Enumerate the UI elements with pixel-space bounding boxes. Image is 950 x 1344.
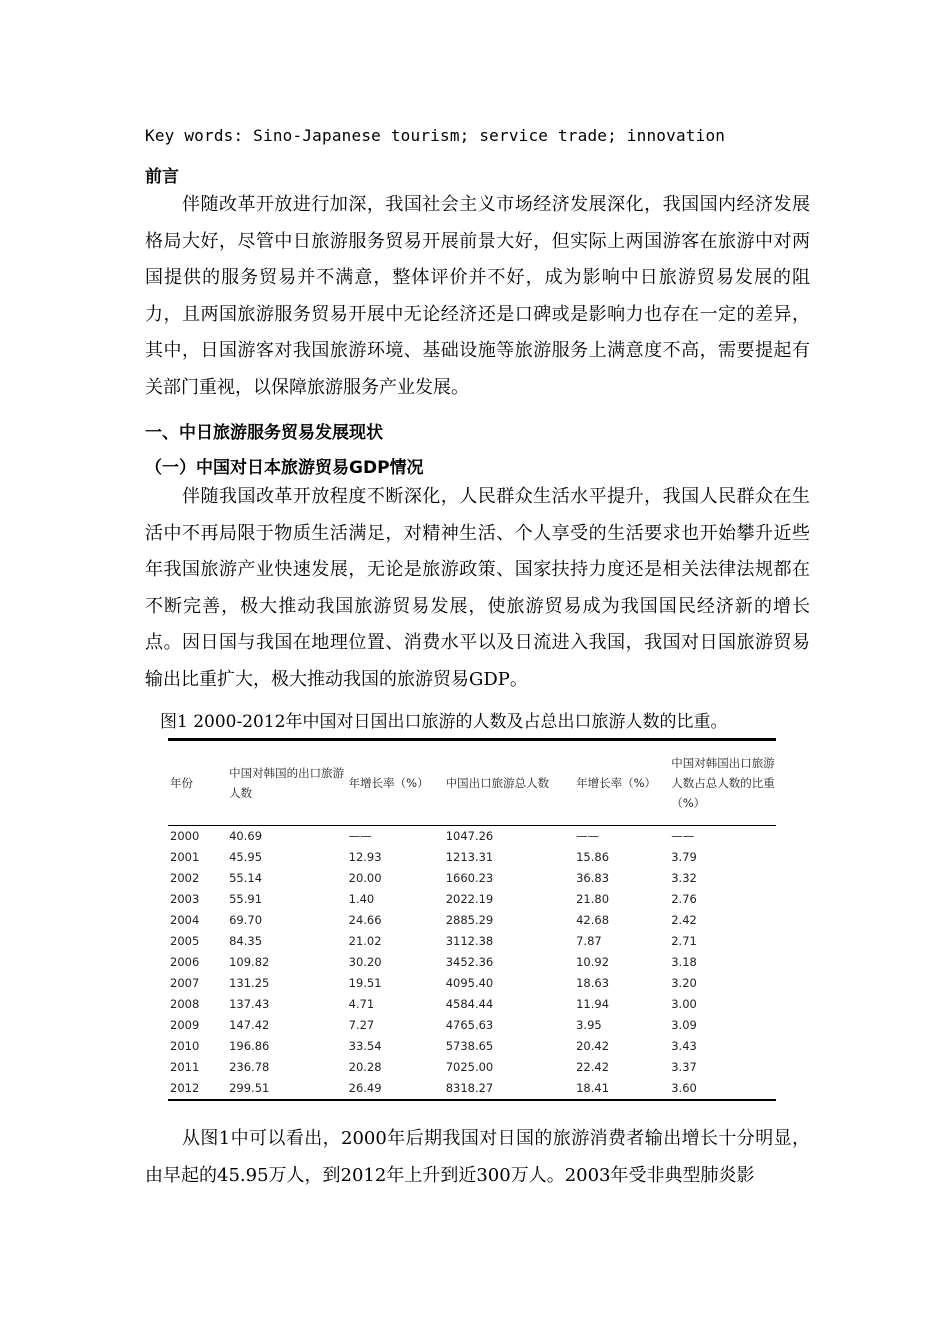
table-cell: 2005 — [170, 934, 200, 948]
table-cell: 3.18 — [671, 955, 697, 969]
section-heading: 一、中日旅游服务贸易发展现状 — [145, 423, 383, 443]
table-cell: —— — [348, 829, 372, 843]
table-cell: 11.94 — [576, 997, 610, 1011]
table-row — [168, 847, 776, 868]
table-cell: 20.42 — [576, 1039, 610, 1053]
preface-paragraph: 伴随改革开放进行加深，我国社会主义市场经济发展深化，我国国内经济发展格局大好，尽管中日旅游服务贸易开展前景大好，但实际上两国游客在旅游中对两国提供的服务贸易并不满意，整体评价并不好，成为影响中日旅游贸易发展的阻力，且两国旅游服务贸易开展中无论经济还是口碑或是影响力也存在一定的差异，其中，日国游客对我国旅游环境、基础设施等旅游服务上满意度不高，需要提起有关部门重视，以保障旅游服务产业发展。 — [145, 194, 810, 398]
table-cell: 10.92 — [576, 955, 610, 969]
table-cell: 2008 — [170, 997, 200, 1011]
table-cell: 18.63 — [576, 976, 610, 990]
table-cell: 131.25 — [229, 976, 270, 990]
table-cell: 69.70 — [229, 913, 263, 927]
table-cell: 42.68 — [576, 913, 610, 927]
table-row — [168, 994, 776, 1015]
table-cell: 236.78 — [229, 1060, 270, 1074]
table-row — [168, 1078, 776, 1099]
header-total-export: 中国出口旅游总人数 — [445, 776, 550, 790]
subsection-paragraph: 伴随我国改革开放程度不断深化，人民群众生活水平提升，我国人民群众在生活中不再局限于物质生活满足，对精神生活、个人享受的生活要求也开始攀升近些年我国旅游产业快速发展，无论是旅游政策、国家扶持力度还是相关法律法规都在不断完善，极大推动我国旅游贸易发展，使旅游贸易成为我国国民经济新的增长点。因日国与我国在地理位置、消费水平以及日流进入我国，我国对日国旅游贸易输出比重扩大，极大推动我国的旅游贸易GDP。 — [145, 486, 810, 690]
table-cell: —— — [576, 829, 600, 843]
header-export-to-korea: 中国对韩国的出口旅游人数 — [229, 766, 345, 800]
table-cell: 3112.38 — [445, 934, 494, 948]
table-cell: 2001 — [170, 850, 200, 864]
table-cell: 26.49 — [348, 1081, 382, 1095]
table-cell: 3.37 — [671, 1060, 697, 1074]
analysis-paragraph: 从图1中可以看出，2000年后期我国对日国的旅游消费者输出增长十分明显，由早起的45.95万人，到2012年上升到近300万人。2003年受非典型肺炎影 — [145, 1128, 810, 1186]
table-row — [168, 973, 776, 994]
table-cell: 7025.00 — [445, 1060, 494, 1074]
table-cell: 40.69 — [229, 829, 263, 843]
table-cell: 20.00 — [348, 871, 382, 885]
table-cell: 147.42 — [229, 1018, 270, 1032]
subsection-heading: （一）中国对日本旅游贸易GDP情况 — [145, 458, 424, 478]
header-growth-rate: 年增长率（%） — [348, 776, 429, 790]
table-cell: 2.42 — [671, 913, 697, 927]
table-cell: 3.95 — [576, 1018, 602, 1032]
table-cell: 2007 — [170, 976, 200, 990]
table-cell: 4584.44 — [445, 997, 494, 1011]
table-row — [168, 826, 776, 847]
table-cell: 20.28 — [348, 1060, 382, 1074]
data-table — [168, 738, 776, 1101]
table-cell: 24.66 — [348, 913, 382, 927]
table-cell: 33.54 — [348, 1039, 382, 1053]
table-cell: 2002 — [170, 871, 200, 885]
table-cell: —— — [671, 829, 695, 843]
table-cell: 18.41 — [576, 1081, 610, 1095]
table-row — [168, 889, 776, 910]
table-cell: 4.71 — [348, 997, 375, 1011]
table-row — [168, 952, 776, 973]
table-cell: 3.20 — [671, 976, 697, 990]
figure-caption: 图1 2000-2012年中国对日国出口旅游的人数及占总出口旅游人数的比重。 — [160, 712, 728, 732]
table-row — [168, 868, 776, 889]
table-cell: 2003 — [170, 892, 200, 906]
table-cell: 7.27 — [348, 1018, 375, 1032]
table-row — [168, 910, 776, 931]
table-cell: 2022.19 — [445, 892, 494, 906]
table-cell: 137.43 — [229, 997, 270, 1011]
table-cell: 19.51 — [348, 976, 382, 990]
table-bottom-rule — [168, 1099, 776, 1101]
table-cell: 12.93 — [348, 850, 382, 864]
table-cell: 1047.26 — [445, 829, 494, 843]
table-cell: 2011 — [170, 1060, 200, 1074]
table-cell: 196.86 — [229, 1039, 270, 1053]
table-cell: 45.95 — [229, 850, 263, 864]
table-cell: 55.91 — [229, 892, 263, 906]
table-row — [168, 931, 776, 952]
table-cell: 4095.40 — [445, 976, 494, 990]
table-cell: 109.82 — [229, 955, 270, 969]
table-cell: 7.87 — [576, 934, 602, 948]
table-header-row — [168, 741, 776, 825]
table-cell: 8318.27 — [445, 1081, 494, 1095]
table-cell: 36.83 — [576, 871, 610, 885]
table-cell: 55.14 — [229, 871, 263, 885]
table-cell: 3.32 — [671, 871, 697, 885]
table-cell: 2004 — [170, 913, 200, 927]
table-cell: 2.76 — [671, 892, 697, 906]
table-cell: 2885.29 — [445, 913, 494, 927]
header-total-growth-rate: 年增长率（%） — [576, 776, 657, 790]
table-row — [168, 1015, 776, 1036]
table-cell: 21.80 — [576, 892, 610, 906]
table-cell: 5738.65 — [445, 1039, 494, 1053]
table-cell: 2012 — [170, 1081, 200, 1095]
header-year: 年份 — [170, 776, 193, 790]
table-cell: 84.35 — [229, 934, 263, 948]
table-cell: 3.43 — [671, 1039, 697, 1053]
table-cell: 30.20 — [348, 955, 382, 969]
table-cell: 22.42 — [576, 1060, 610, 1074]
table-cell: 2010 — [170, 1039, 200, 1053]
header-share: 中国对韩国出口旅游人数占总人数的比重（%） — [671, 756, 775, 810]
table-cell: 15.86 — [576, 850, 610, 864]
table-row — [168, 1057, 776, 1078]
table-cell: 4765.63 — [445, 1018, 494, 1032]
table-cell: 21.02 — [348, 934, 382, 948]
table-cell: 2006 — [170, 955, 200, 969]
table-cell: 1.40 — [348, 892, 375, 906]
table-cell: 3.00 — [671, 997, 697, 1011]
table-cell: 2009 — [170, 1018, 200, 1032]
table-cell: 3.09 — [671, 1018, 697, 1032]
table-cell: 1660.23 — [445, 871, 494, 885]
table-cell: 1213.31 — [445, 850, 494, 864]
table-row — [168, 1036, 776, 1057]
table-cell: 3.60 — [671, 1081, 697, 1095]
table-cell: 2000 — [170, 829, 200, 843]
table-cell: 3452.36 — [445, 955, 494, 969]
table-cell: 299.51 — [229, 1081, 270, 1095]
preface-heading: 前言 — [145, 167, 179, 187]
keywords-line: Key words: Sino-Japanese tourism; service trade; innovation — [145, 126, 726, 145]
table-cell: 3.79 — [671, 850, 697, 864]
table-cell: 2.71 — [671, 934, 697, 948]
